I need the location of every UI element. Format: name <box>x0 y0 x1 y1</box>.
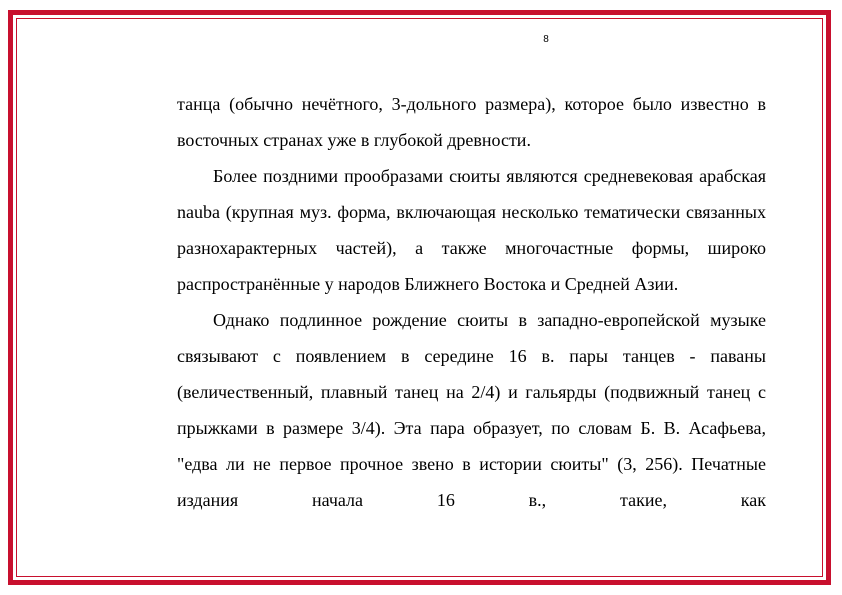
paragraph-continuation: танца (обычно нечётного, 3-дольного размера), которое было известно в восточных странах уже в глубокой древности. <box>177 94 766 150</box>
paragraph-prototypes: Более поздними прообразами сюиты являются средневековая арабская nauba (крупная муз. форма, включающая несколько тематически связанных разнохарактерных частей), а также многочастные формы, широко распространённые у народов Ближнего Востока и Средней Азии. <box>177 166 766 294</box>
paragraph-origin: Однако подлинное рождение сюиты в западно-европейской музыке связывают с появлением в середине 16 в. пары танцев - паваны (величественный, плавный танец на 2/4) и гальярды (подвижный танец с прыжками в размере 3/4). Эта пара образует, по словам Б. В. Асафьева, "едва ли не первое прочное звено в истории сюиты" (3, 256). Печатные издания начала 16 в., такие, как <box>177 310 766 510</box>
document-body <box>177 86 766 518</box>
page-number: 8 <box>543 34 549 45</box>
